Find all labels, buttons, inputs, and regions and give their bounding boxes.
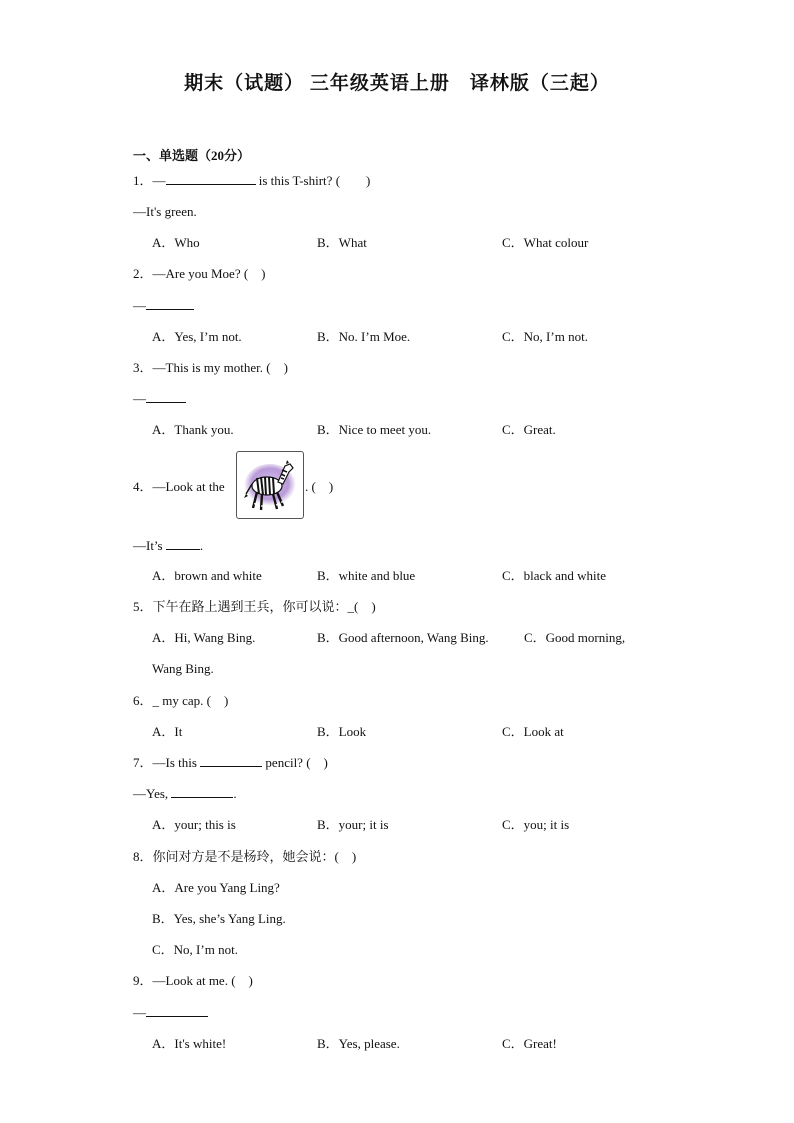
question-4-stem-end: . ( ) — [305, 479, 334, 494]
zebra-image — [236, 451, 304, 519]
question-6-option-c[interactable]: C．Look at — [502, 724, 564, 739]
question-1-reply: —It's green. — [133, 204, 197, 219]
question-4-option-a[interactable]: A．brown and white — [152, 568, 262, 583]
question-3-option-b[interactable]: B．Nice to meet you. — [317, 422, 432, 437]
question-7-blank — [200, 754, 262, 767]
question-9-option-a[interactable]: A．It's white! — [152, 1036, 227, 1051]
page-title: 期末（试题） 三年级英语上册 译林版（三起） — [184, 73, 610, 94]
question-7-stem — [133, 754, 328, 772]
question-7-reply-end: . — [233, 786, 237, 801]
question-7-reply-text: —Yes, — [133, 786, 172, 801]
question-6-option-a[interactable]: A．It — [152, 724, 183, 739]
question-4-reply-end: . — [199, 538, 204, 553]
question-4-reply-text: —It’s — [133, 538, 166, 553]
question-7-option-a[interactable]: A．your; this is — [152, 817, 236, 832]
question-7-option-b[interactable]: B．your; it is — [317, 817, 389, 832]
question-7-text-end: pencil? ( ) — [262, 755, 328, 770]
zebra-icon — [237, 452, 303, 518]
question-3-option-a[interactable]: A．Thank you. — [152, 422, 234, 437]
question-1-number: 1．— — [133, 173, 166, 188]
question-8-stem: 8．你问对方是不是杨玲，她会说：( ) — [133, 849, 357, 864]
question-3-blank — [146, 390, 186, 403]
question-1-stem — [133, 172, 370, 190]
question-9-stem: 9．—Look at me. ( ) — [133, 973, 253, 988]
question-2-dash: — — [133, 298, 146, 313]
question-4-blank — [166, 537, 200, 550]
question-8-option-b[interactable]: B．Yes, she’s Yang Ling. — [152, 911, 286, 926]
question-2-option-c[interactable]: C．No, I’m not. — [502, 329, 588, 344]
question-8-option-c[interactable]: C．No, I’m not. — [152, 942, 238, 957]
question-2-blank — [146, 297, 194, 310]
question-4-stem-start: 4．—Look at the — [133, 479, 225, 494]
question-9-option-b[interactable]: B．Yes, please. — [317, 1036, 400, 1051]
question-3-reply — [133, 390, 186, 408]
question-1-blank — [166, 172, 256, 185]
question-6-option-b[interactable]: B．Look — [317, 724, 367, 739]
question-5-option-b[interactable]: B．Good afternoon, Wang Bing. — [317, 630, 489, 645]
question-9-blank — [146, 1004, 208, 1017]
question-3-dash: — — [133, 391, 146, 406]
question-7-reply-blank — [171, 785, 233, 798]
question-3-option-c[interactable]: C．Great. — [502, 422, 556, 437]
question-2-reply — [133, 297, 194, 315]
question-2-option-b[interactable]: B．No. I’m Moe. — [317, 329, 411, 344]
question-9-dash: — — [133, 1005, 146, 1020]
question-1-option-a[interactable]: A．Who — [152, 235, 200, 250]
question-3-stem: 3．—This is my mother. ( ) — [133, 360, 288, 375]
question-9-option-c[interactable]: C．Great! — [502, 1036, 557, 1051]
question-7-option-c[interactable]: C．you; it is — [502, 817, 570, 832]
section-heading: 一、单选题（20分） — [133, 148, 251, 163]
question-5-option-a[interactable]: A．Hi, Wang Bing. — [152, 630, 256, 645]
question-8-option-a[interactable]: A．Are you Yang Ling? — [152, 880, 280, 895]
question-4-option-b[interactable]: B．white and blue — [317, 568, 416, 583]
question-6-stem: 6．_ my cap. ( ) — [133, 693, 229, 708]
question-4-reply — [133, 537, 203, 555]
question-1-option-b[interactable]: B．What — [317, 235, 367, 250]
question-2-stem: 2．—Are you Moe? ( ) — [133, 266, 266, 281]
question-2-option-a[interactable]: A．Yes, I’m not. — [152, 329, 242, 344]
question-7-text: 7．—Is this — [133, 755, 201, 770]
question-5-stem: 5．下午在路上遇到王兵，你可以说：_( ) — [133, 599, 376, 614]
question-9-reply — [133, 1004, 208, 1022]
question-7-reply — [133, 785, 237, 803]
question-5-option-c[interactable]: C．Good morning, — [524, 630, 626, 645]
question-4-option-c[interactable]: C．black and white — [502, 568, 606, 583]
question-1-text: is this T-shirt? ( ) — [255, 173, 371, 188]
question-5-option-c-continued[interactable]: Wang Bing. — [152, 661, 214, 676]
question-1-option-c[interactable]: C．What colour — [502, 235, 589, 250]
